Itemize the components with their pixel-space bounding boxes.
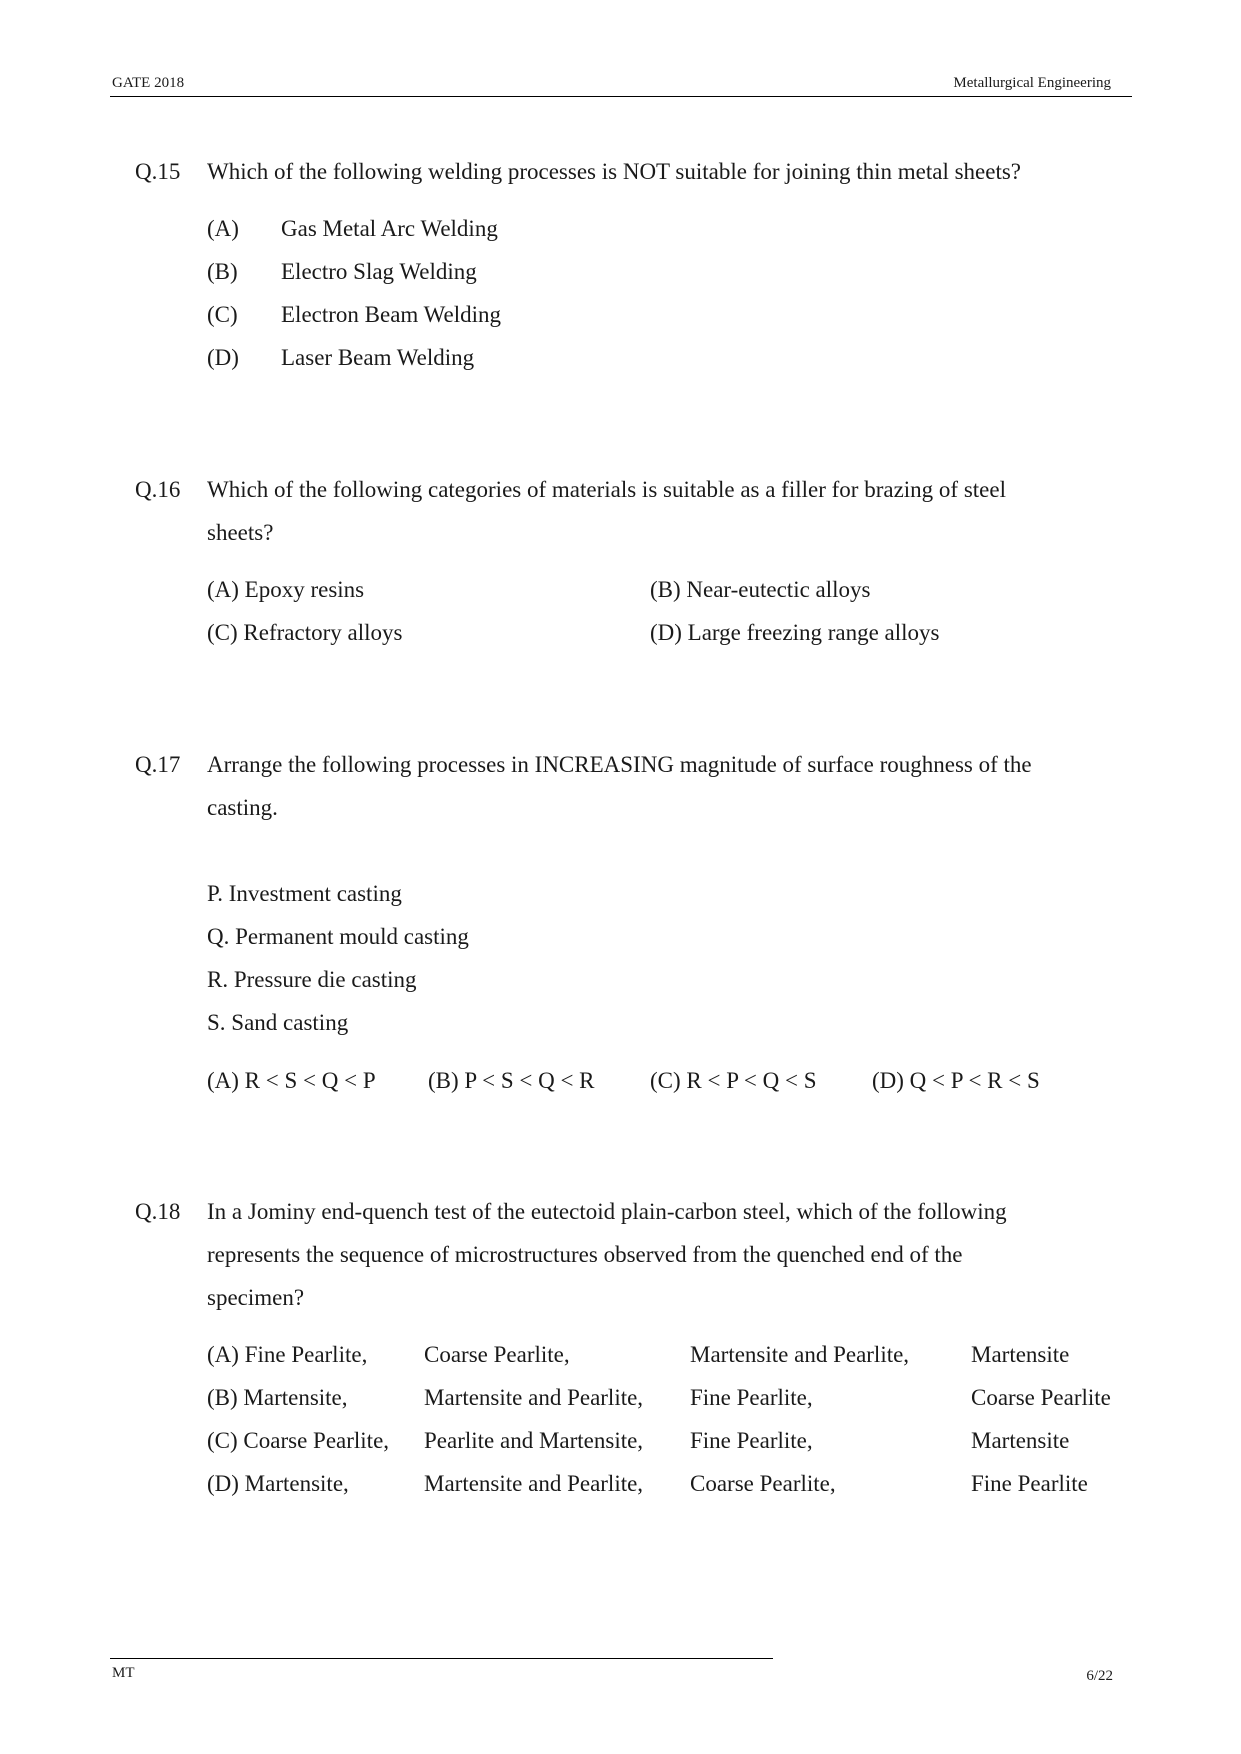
option-letter: (B)	[207, 259, 238, 284]
option: (B) P < S < Q < R	[428, 1068, 595, 1093]
option-cell: Fine Pearlite	[971, 1471, 1088, 1496]
option-cell: Coarse Pearlite,	[690, 1471, 836, 1496]
question-text: represents the sequence of microstructures observed from the quenched end of the	[207, 1242, 963, 1267]
page-number: 6/22	[1086, 1668, 1113, 1684]
option-cell: (D) Martensite,	[207, 1471, 349, 1496]
header-subject: Metallurgical Engineering	[953, 75, 1111, 91]
option-cell: Coarse Pearlite,	[424, 1342, 570, 1367]
question-number: Q.16	[135, 477, 181, 502]
option-cell: Coarse Pearlite	[971, 1385, 1111, 1410]
option-cell: Martensite and Pearlite,	[690, 1342, 910, 1367]
option: (C) R < P < Q < S	[650, 1068, 817, 1093]
question-text: Which of the following categories of materials is suitable as a filler for brazing of steel	[207, 477, 1006, 502]
option-text: Electron Beam Welding	[281, 302, 501, 327]
option-cell: (B) Martensite,	[207, 1385, 348, 1410]
header-rule	[110, 96, 1132, 97]
question-text: sheets?	[207, 520, 274, 545]
list-item: S. Sand casting	[207, 1010, 349, 1035]
option-cell: Martensite and Pearlite,	[424, 1471, 644, 1496]
question-number: Q.15	[135, 159, 181, 184]
option: (D) Large freezing range alloys	[650, 620, 940, 645]
question-text: specimen?	[207, 1285, 305, 1310]
question-text: In a Jominy end-quench test of the eutectoid plain-carbon steel, which of the following	[207, 1199, 1007, 1224]
list-item: R. Pressure die casting	[207, 967, 417, 992]
option-cell: (C) Coarse Pearlite,	[207, 1428, 390, 1453]
footer-code: MT	[112, 1665, 135, 1681]
option-text: Laser Beam Welding	[281, 345, 475, 370]
option-cell: Fine Pearlite,	[690, 1428, 813, 1453]
option-text: Gas Metal Arc Welding	[281, 216, 498, 241]
header-exam: GATE 2018	[112, 75, 185, 91]
list-item: P. Investment casting	[207, 881, 402, 906]
footer-rule	[110, 1658, 773, 1659]
option-text: Electro Slag Welding	[281, 259, 477, 284]
option-letter: (C)	[207, 302, 238, 327]
option-letter: (D)	[207, 345, 239, 370]
question-text: casting.	[207, 795, 278, 820]
question-number: Q.18	[135, 1199, 181, 1224]
option: (C) Refractory alloys	[207, 620, 403, 645]
option-cell: Martensite	[971, 1428, 1070, 1453]
option-letter: (A)	[207, 216, 239, 241]
option: (B) Near-eutectic alloys	[650, 577, 871, 602]
question-text: Which of the following welding processes is NOT suitable for joining thin metal sheets?	[207, 159, 1021, 184]
option-cell: Pearlite and Martensite,	[424, 1428, 644, 1453]
question-number: Q.17	[135, 752, 181, 777]
option-cell: Fine Pearlite,	[690, 1385, 813, 1410]
question-text: Arrange the following processes in INCREASING magnitude of surface roughness of the	[207, 752, 1032, 777]
option-cell: (A) Fine Pearlite,	[207, 1342, 368, 1367]
option-cell: Martensite	[971, 1342, 1070, 1367]
option: (A) R < S < Q < P	[207, 1068, 376, 1093]
option: (A) Epoxy resins	[207, 577, 365, 602]
option-cell: Martensite and Pearlite,	[424, 1385, 644, 1410]
option: (D) Q < P < R < S	[872, 1068, 1040, 1093]
list-item: Q. Permanent mould casting	[207, 924, 469, 949]
